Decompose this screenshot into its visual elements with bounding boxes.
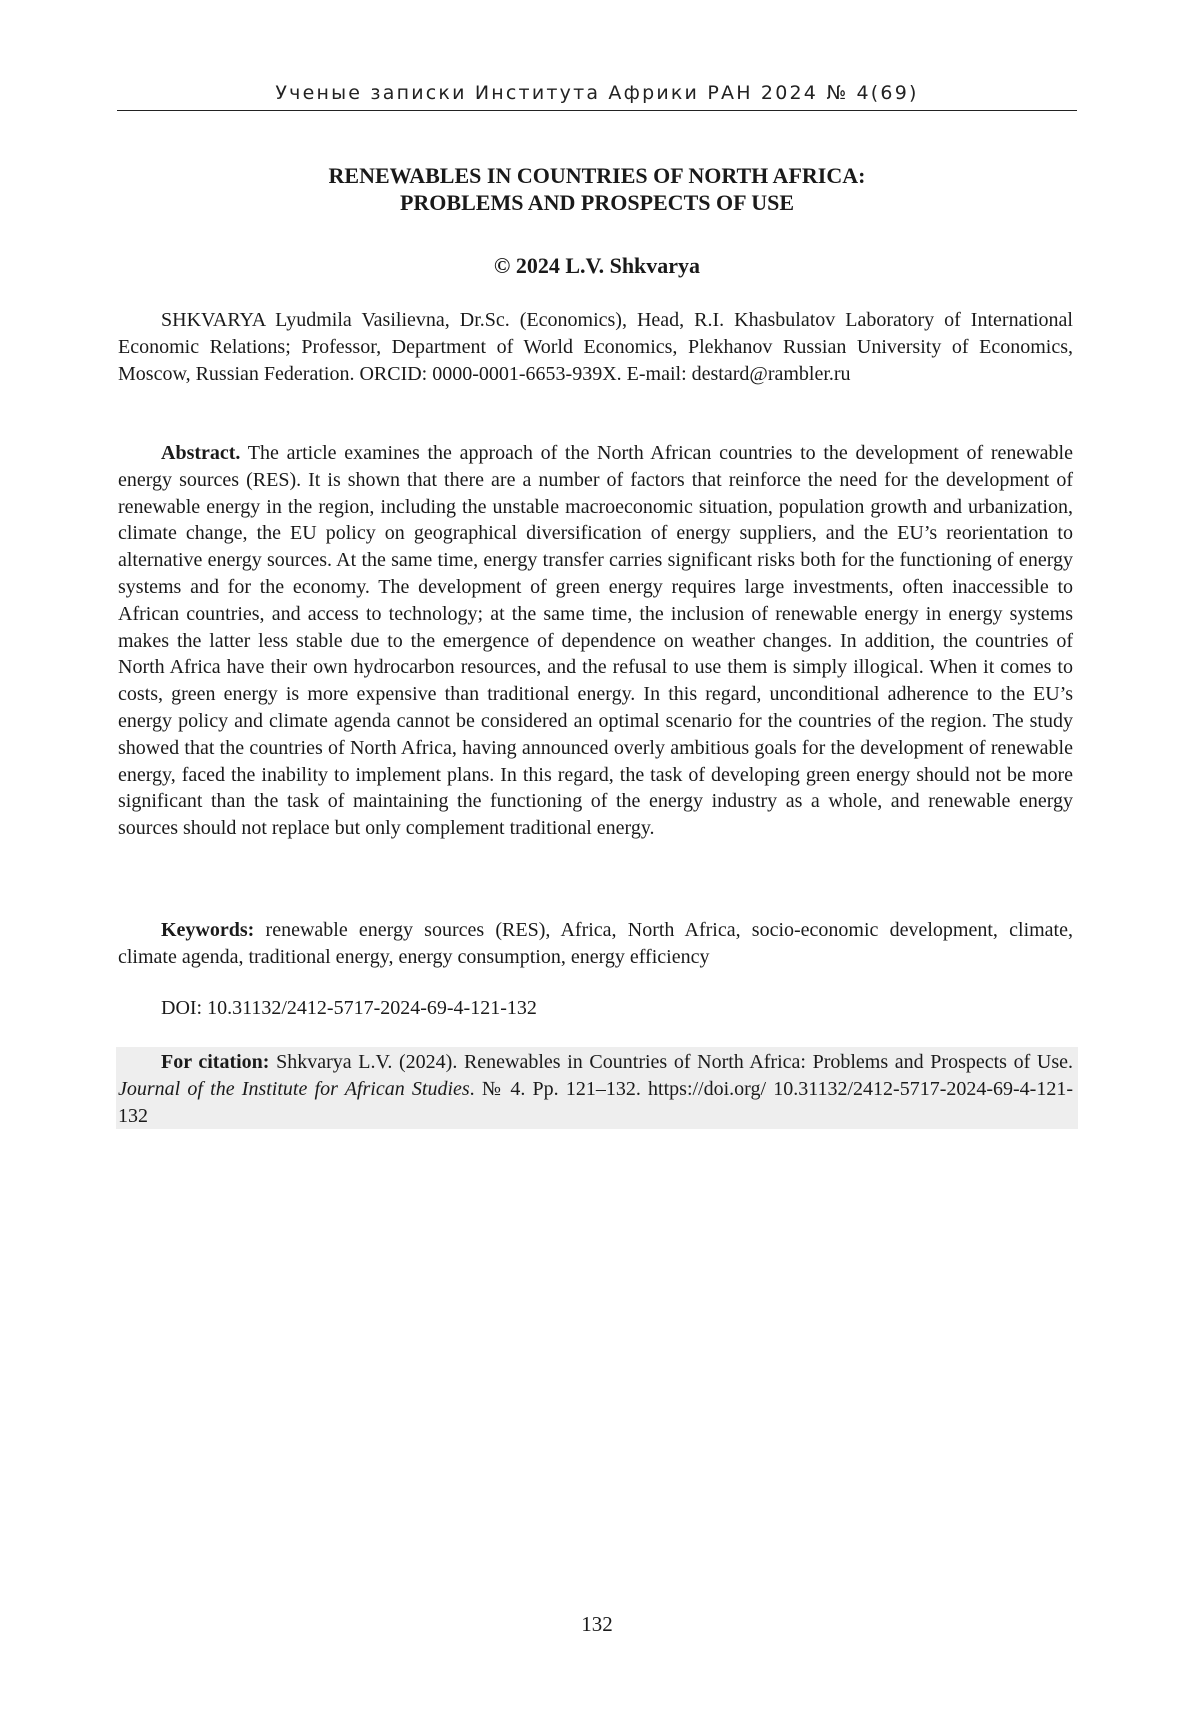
abstract-paragraph (118, 440, 1073, 842)
page-number: 132 (581, 1612, 613, 1636)
keywords-label: Keywords: (161, 919, 255, 941)
citation-label: For citation: (161, 1051, 270, 1073)
article-title-line-1: RENEWABLES IN COUNTRIES OF NORTH AFRICA: (328, 163, 866, 188)
citation-journal-name: Journal of the Institute for African Studies (118, 1077, 470, 1100)
article-title-line-2: PROBLEMS AND PROSPECTS OF USE (399, 190, 795, 215)
citation-text-before-journal: Shkvarya L.V. (2024). Renewables in Countries of North Africa: Problems and Prospects of Use. (269, 1051, 1073, 1073)
citation-paragraph (118, 1049, 1073, 1129)
running-header: Ученые записки Института Африки РАН 2024 № 4(69) (275, 82, 919, 104)
keywords-text: renewable energy sources (RES), Africa, North Africa, socio-economic development, climate, climate agenda, traditional energy, energy consumption, energy efficiency (118, 919, 1073, 968)
abstract-label: Abstract. (161, 442, 241, 464)
header-rule (117, 110, 1077, 111)
doi-line: DOI: 10.31132/2412-5717-2024-69-4-121-132 (161, 997, 537, 1019)
article-byline: © 2024 L.V. Shkvarya (493, 253, 701, 278)
keywords-paragraph (118, 917, 1073, 971)
author-info: SHKVARYA Lyudmila Vasilievna, Dr.Sc. (Economics), Head, R.I. Khasbulatov Laboratory of International Economic Relations; Professor, Department of World Economics, Plekhanov Russian University of Economics, Moscow, Russian Federation. ORCID: 0000-0001-6653-939X. E-mail: destard@rambler.ru (118, 309, 1073, 385)
citation-text-after-journal: . № 4. Pp. 121–132. https://doi.org/ 10.31132/2412-5717-2024-69-4-121-132 (118, 1077, 1073, 1127)
abstract-text: The article examines the approach of the North African countries to the development of renewable energy sources (RES). It is shown that there are a number of factors that reinforce the need for the development of renewable energy in the region, including the unstable macroeconomic situation, population growth and urbanization, climate change, the EU policy on geographical diversification of energy suppliers, and the EU’s reorientation to alternative energy sources. At the same time, energy transfer carries significant risks both for the functioning of energy systems and for the economy. The development of green energy requires large investments, often inaccessible to African countries, and access to technology; at the same time, the inclusion of renewable energy in energy systems makes the latter less stable due to the emergence of dependence on weather changes. In addition, the countries of North Africa have their own hydrocarbon resources, and the refusal to use them is simply illogical. When it comes to costs, green energy is more expensive than traditional energy. In this regard, unconditional adherence to the EU’s energy policy and climate agenda cannot be considered an optimal scenario for the countries of the region. The study showed that the countries of North Africa, having announced overly ambitious goals for the development of renewable energy, faced the inability to implement plans. In this regard, the task of developing green energy should not be more significant than the task of maintaining the functioning of the energy industry as a whole, and renewable energy sources should not replace but only complement traditional energy. (118, 442, 1073, 840)
article-title (117, 162, 1077, 216)
